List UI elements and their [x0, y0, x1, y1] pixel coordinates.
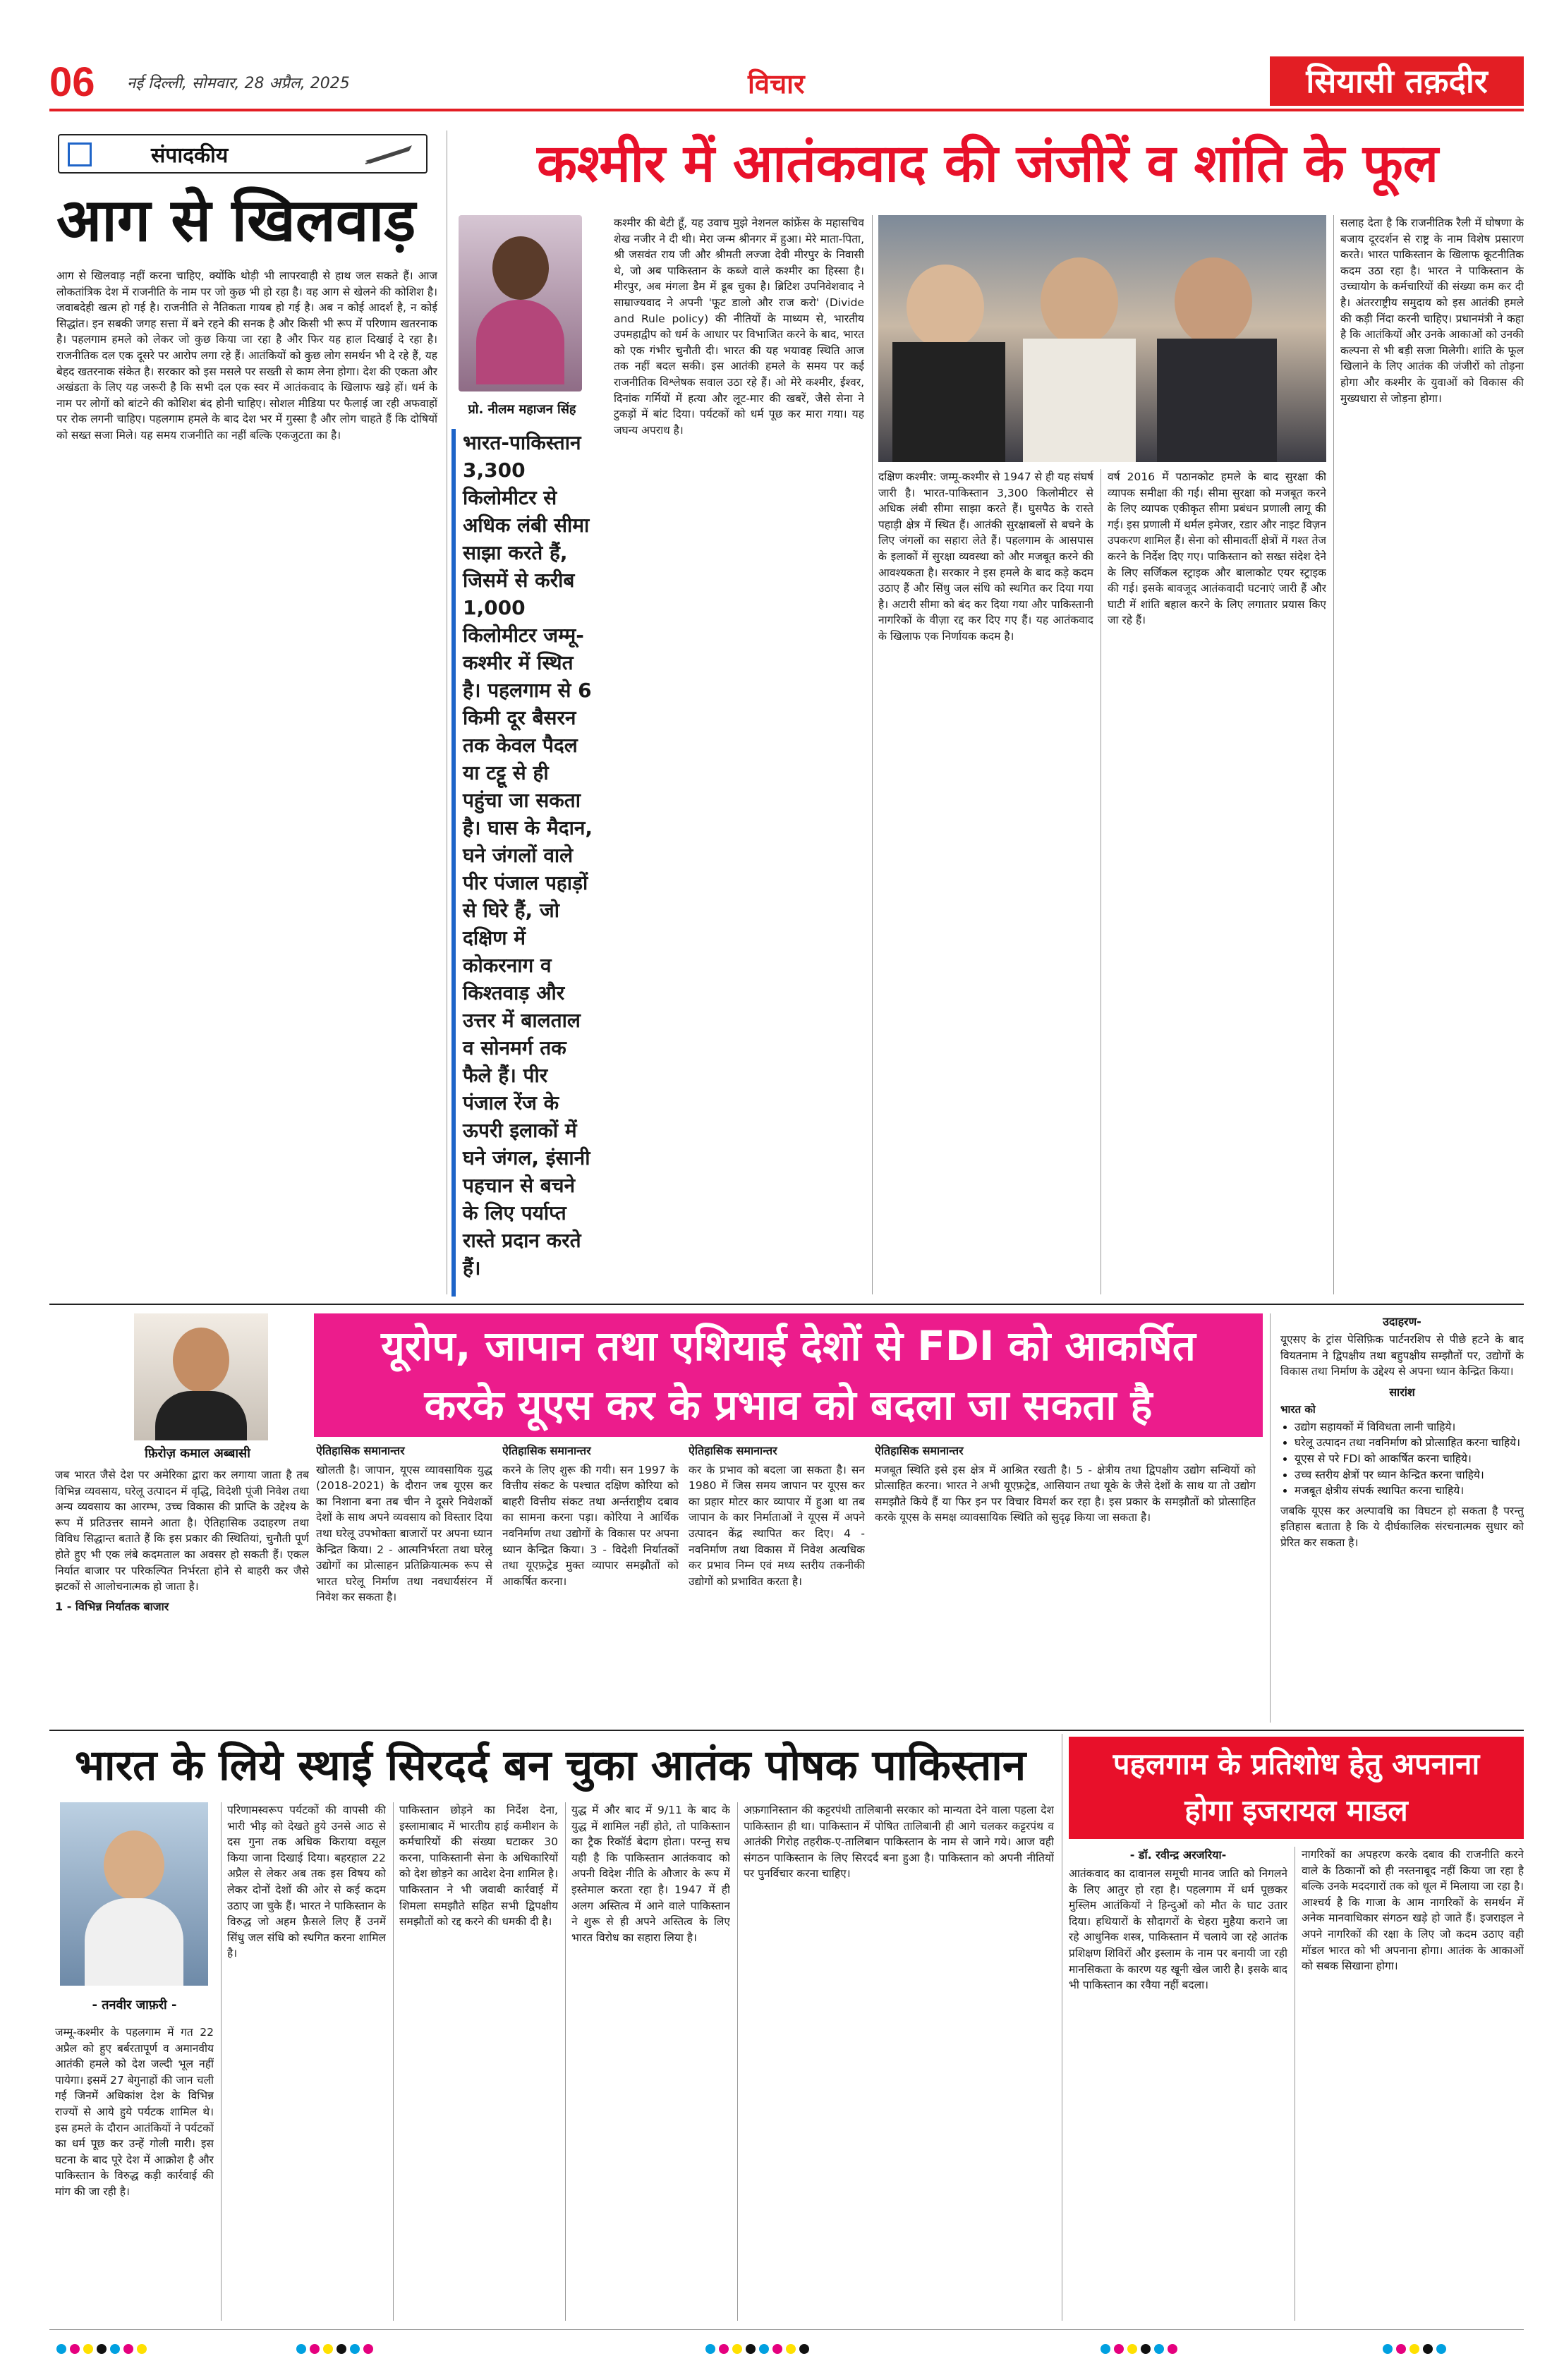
fdi-author-photo: [134, 1313, 268, 1440]
main-article-photo: [878, 215, 1326, 462]
registration-dots-icon: [56, 2343, 150, 2357]
fdi-col2: ऐतिहासिक समानान्तर खोलती है। जापान, यूएस व्यावसायिक युद्ध (2018-2021) के दौरान जब यूएस कर का निशाना बना तब चीन ने दूसरे निवेशकों देशों के साथ अपने व्यवसाय को विस्तार दिया तथा घरेलू उपभोक्ता बाजारों पर अपना ध्यान केन्द्रित किया। 2 - आत्मनिर्भरता तथा घरेलू उद्योगों का प्रोत्साहन प्रतिक्रियात्मक रूप से भारत घरेलू निर्माण तथा नवधार्यसंरन में निवेश कर सकता है।: [316, 1444, 492, 1604]
list-item: • मजबूत क्षेत्रीय संपर्क स्थापित करना चाहिये।: [1295, 1483, 1524, 1499]
registration-dots-icon: [1101, 2343, 1181, 2357]
main-author: प्रो. नीलम महाजन सिंह: [468, 402, 576, 417]
fdi-subhead: 1 - विभिन्न निर्यातक बाजार: [55, 1599, 169, 1613]
israel-col1: आतंकवाद का दावानल समूची मानव जाति को निगलने के लिए आतुर हो रहा है। पहलगाम में धर्म पूछकर मुस्लिम आतंकियों ने हिन्दुओं को मौत के घाट उतार दिया। हथियारों के सौदागरों के चेहरा मुहैया कराने जा रहे आधुनिक शस्त्र, पाकिस्तान में चलाये जा रहे आतंक प्रशिक्षण शिविरों और इस्लाम के नाम पर बनायी जा रही मानसिकता के कारण यह खूनी खेल जारी है। इसके बाद भी पाकिस्तान का रवैया नहीं बदला।: [1069, 1867, 1287, 1992]
editorial-body: आग से खिलवाड़ नहीं करना चाहिए, क्योंकि थोड़ी भी लापरवाही से हाथ जल सकते हैं। आज लोकतांत्रिक देश में राजनीति के नाम पर जो कुछ भी हो रहा है। वह आग से खेलने की कोशिश है। जवाबदेही खत्म हो गई है। राजनीति से नैतिकता गायब हो गई है। अब न कोई आदर्श है, न कोई सिद्धांत। इन सबकी जगह सत्ता में बने रहने की सनक है और किसी भी रूप में परिणाम खतरनाक है। पहलगाम हमले को लेकर जो कुछ किया जा रहा है और फिर यह हाल दिखाई दे रहा है। राजनीतिक दल एक दूसरे पर आरोप लगा रहे हैं। आतंकियों को कुछ लोग समर्थन भी दे रहे हैं, यह बेहद खतरनाक संकेत है। सरकार को इस मसले पर सख्ती से काम लेना होगा। देश की एकता और अखंडता के लिए यह जरूरी है कि सभी दल एक स्वर में आतंकवाद के खिलाफ खड़े हों। धर्म के नाम पर लोगों को बांटने की कोशिश बंद होनी चाहिए। सोशल मीडिया पर फैलाई जा रही अफवाहों पर रोक लगनी चाहिए। पहलगाम हमले के बाद देश भर में गुस्सा है और लोग चाहते हैं कि दोषियों को सख्त सजा मिले। यह समय राजनीति का नहीं बल्कि एकजुटता का है।: [56, 269, 437, 442]
fdi-col1: जब भारत जैसे देश पर अमेरिका द्वारा कर लगाया जाता है तब विभिन्न व्यवसाय, घरेलू उत्पादन में वृद्धि, विदेशी पूंजी निवेश तथा अन्य व्यवसाय का आरम्भ, उच्च विकास की प्राप्ति के उद्देश्य के रूप में प्रतिउत्तर सामने आता है। ऐतिहासिक उदाहरण तथा विविध सिद्धान्त बताते हैं कि इस प्रकार की स्थितियां, चुनौती पूर्ण होते हुए भी एक लंबे कदमताल का अवसर हो सकती हैं। एकल निर्यात बाजार पर परिकल्पित निर्भरता होने से बाहरी कर जैसे झटकों से आलोचनात्मक हो जाता है। 1 - विभिन्न निर्यातक बाजार: [55, 1467, 309, 1721]
page-header: [49, 59, 1524, 111]
header-date: नई दिल्ली, सोमवार, 28 अप्रैल, 2025: [127, 75, 350, 92]
avatar: [173, 1328, 229, 1392]
editorial-title: आग से खिलवाड़: [56, 186, 416, 255]
israel-author: - डॉ. रवीन्द्र अरजरिया-: [1129, 1848, 1227, 1862]
fdi-col3: ऐतिहासिक समानान्तर करने के लिए शुरू की गयी। सन 1997 के वित्तीय संकट के पश्चात दक्षिण कोरिया को बाहरी वित्तीय संकट तथा अर्न्तराष्ट्रीय दबाव का सामना करना पड़ा। कोरिया ने आर्थिक नवनिर्माण तथा उद्योगों के विकास पर अपना ध्यान केन्द्रित किया। 3 - विदेशी निर्यातकों तथा यूएफ़ट्रेड मुक्त व्यापार समझौतों को आकर्षित करना।: [502, 1444, 679, 1588]
pak-headline: भारत के लिये स्थाई सिरदर्द बन चुका आतंक पोषक पाकिस्तान: [74, 1741, 1026, 1790]
israel-headline-line1: पहलगाम के प्रतिशोध हेतु अपनाना: [1113, 1747, 1480, 1781]
brand-block: [1270, 56, 1524, 106]
main-article-col2: दक्षिण कश्मीर: जम्मू-कश्मीर से 1947 से ही यह संघर्ष जारी है। भारत-पाकिस्तान 3,300 किलोमीटर से अधिक लंबी सीमा साझा करते हैं। घुसपैठ के रास्ते पहाड़ी क्षेत्र में स्थित हैं। आतंकी सुरक्षाबलों से बचने के लिए जंगलों का सहारा लेते हैं। पहलगाम के आसपास के इलाकों में सुरक्षा व्यवस्था को और मजबूत करने की आवश्यकता है। सरकार ने इस हमले के बाद कड़े कदम उठाए हैं और सिंधु जल संधि को स्थगित कर दिया गया है। अटारी सीमा को बंद कर दिया गया और पाकिस्तानी नागरिकों के वीज़ा रद्द कर दिए गए हैं। यह आतंकवाद के खिलाफ एक निर्णायक कदम है।: [878, 470, 1093, 643]
summary-title: सारांश: [1389, 1385, 1415, 1399]
main-article-col1: कश्मीर की बेटी हूँ, यह उवाच मुझे नेशनल कांफ्रेंस के महासचिव शेख नजीर ने दी थी। मेरा जन्म श्रीनगर में हुआ। मेरे माता-पिता, श्री जसवंत राय जी और श्रीमती लज्जा देवी मीरपुर के निवासी थे, जो अब पाकिस्तान के कब्जे वाले कश्मीर का हिस्सा है। मीरपुर, अब मंगला डैम में डूब चुका है। ब्रिटिश उपनिवेशवाद ने साम्राज्यवाद ने अपनी 'फूट डालो और राज करो' (Divide and Rule policy) की नीतियों के माध्यम से, भारतीय उपमहाद्वीप को धर्म के आधार पर विभाजित करने के बाद, भारत को एक गंभीर चुनौती दी। भारत की यह भयावह स्थिति आज तक नहीं बदल सकी। इस आतंकी हमले के समय पर कई राजनीतिक विश्लेषक सवाल उठा रहे हैं। ओ मेरे कश्मीर, ईश्वर, दिनांक गर्मियों में हत्या और लूट-मार की खबरें, जैसे सेना ने टुकड़ों में बांट दिया। पर्यटकों को धर्म पूछ कर मारा गया। यह जघन्य अपराध है।: [614, 217, 864, 437]
fdi-author: फ़िरोज़ कमाल अब्बासी: [145, 1446, 250, 1461]
main-article-col4: सलाह देता है कि राजनीतिक रैली में घोषणा के बजाय दूरदर्शन से राष्ट्र के नाम विशेष प्रसारण करते। भारत पाकिस्तान के खिलाफ कूटनीतिक कदम उठा रहा है। भारत ने पाकिस्तान के उच्चायोग के कर्मचारियों की संख्या कम कर दी है। अंतरराष्ट्रीय समुदाय को इस आतंकी हमले की कड़ी निंदा करनी चाहिए। प्रधानमंत्री ने कहा है कि आतंकियों और उनके आकाओं को उनकी कल्पना से भी बड़ी सजा मिलेगी। शांति के फूल खिलाने के लिए आतंक की जंजीरों को तोड़ना होगा और कश्मीर के युवाओं को विकास की मुख्यधारा से जोड़ना होगा।: [1340, 217, 1524, 405]
registration-dots-icon: [1383, 2343, 1450, 2357]
pull-quote: [451, 429, 593, 1297]
pak-author: - तनवीर जाफ़री -: [92, 1998, 177, 2012]
main-headline: कश्मीर में आतंकवाद की जंजीरें व शांति के फूल: [537, 133, 1438, 194]
sidebar-title: उदाहरण-: [1383, 1315, 1421, 1328]
summary-outro: जबकि यूएस कर अल्पावधि का विघटन हो सकता है परन्तु इतिहास बताता है कि ये दीर्घकालिक संरचनात्मक सुधार को प्रेरित कर सकता है।: [1280, 1504, 1524, 1549]
pak-col5: अफ़गानिस्तान की कट्टरपंथी तालिबानी सरकार को मान्यता देने वाला पहला देश पाकिस्तान ही था। पाकिस्तान में पोषित तालिबानी ही आगे चलकर कट्टरपंथ व आतंकी गिरोह तहरीक-ए-तालिबान पाकिस्तान के नाम से जाने गये। आज वही संगठन पाकिस्तान के लिए सिरदर्द बना हुआ है। पाकिस्तान को अपनी नीतियों पर पुनर्विचार करना चाहिए।: [744, 1804, 1054, 1881]
registration-dots-icon: [705, 2343, 813, 2357]
pull-quote-text: भारत-पाकिस्तान 3,300 किलोमीटर से अधिक लंबी सीमा साझा करते हैं, जिसमें से करीब 1,000 किलोमीटर जम्मू-कश्मीर में स्थित है। पहलगाम से 6 किमी दूर बैसरन तक केवल पैदल या टट्टू से ही पहुंचा जा सकता है। घास के मैदान, घने जंगलों वाले पीर पंजाल पहाड़ों से घिरे हैं, जो दक्षिण में कोकरनाग व किश्तवाड़ और उत्तर में बालताल व सोनमर्ग तक फैले हैं। पीर पंजाल रेंज के ऊपरी इलाकों में घने जंगल, इंसानी पहचान से बचने के लिए पर्याप्त रास्ते प्रदान करते हैं।: [463, 431, 593, 1280]
fdi-headline-line2: करके यूएस कर के प्रभाव को बदला जा सकता है: [424, 1381, 1153, 1429]
list-item: • उच्च स्तरीय क्षेत्रों पर ध्यान केन्द्रित करना चाहिये।: [1295, 1467, 1524, 1483]
fdi-headline-banner: [314, 1313, 1263, 1437]
brand-name: सियासी तक़दीर: [1306, 62, 1488, 100]
avatar: [104, 1830, 164, 1900]
pen-icon: [363, 142, 419, 165]
page-number: 06: [49, 59, 95, 105]
summary-subtitle: भारत को: [1280, 1402, 1316, 1416]
avatar: [492, 236, 549, 300]
summary-list: [1280, 1419, 1524, 1499]
editorial-label-box: [58, 134, 428, 174]
author-photo: [459, 215, 582, 391]
fdi-col4: ऐतिहासिक समानान्तर कर के प्रभाव को बदला जा सकता है। सन 1980 में जिस समय जापान पर यूएस कर का प्रहार मोटर कार व्यापार में हुआ था तब जापान के कार निर्माताओं ने यूएस में अपने उत्पादन केंद्र स्थापित कर दिए। 4 - नवनिर्माण तथा विकास में निवेश अत्यधिक कर प्रभाव निम्न एवं मध्य स्तरीय तकनीकी उद्योगों को प्रभावित करता है।: [689, 1444, 865, 1588]
section-label: विचार: [748, 68, 805, 99]
list-item: • यूएस से परे FDI को आकर्षित करना चाहिये।: [1295, 1451, 1524, 1467]
israel-col2: नागरिकों का अपहरण करके दबाव की राजनीति करने वाले के ठिकानों को ही नस्तनाबूद नहीं किया जा रहा है बल्कि उनके मददगारों तक को धूल में मिलाया जा रहा है। आश्चर्य है कि गाजा के आम नागरिकों के समर्थन में अनेक मानवाधिकार संगठन खड़े हो जाते हैं। इजराइल ने अपने नागरिकों की रक्षा के लिए जो कदम उठाए वही मॉडल भारत को भी अपनाना होगा। आतंक के आकाओं को सबक सिखाना होगा।: [1302, 1848, 1524, 1973]
main-article-col3: वर्ष 2016 में पठानकोट हमले के बाद सुरक्षा की व्यापक समीक्षा की गई। सीमा सुरक्षा को मजबूत करने के लिए व्यापक एकीकृत सीमा प्रबंधन प्रणाली लागू की गई। इस प्रणाली में थर्मल इमेजर, रडार और नाइट विज़न उपकरण शामिल हैं। सेना को सीमावर्ती क्षेत्रों में गश्त तेज करने के निर्देश दिए गए। पाकिस्तान को सख्त संदेश देने के लिए सर्जिकल स्ट्राइक और बालाकोट एयर स्ट्राइक की गई। इसके बावजूद आतंकवादी घटनाएं जारी हैं और घाटी में शांति बहाल करने के लिए लगातार प्रयास किए जा रहे हैं।: [1108, 470, 1326, 627]
fdi-sidebar: [1270, 1313, 1524, 1723]
israel-headline-line2: होगा इजरायल माडल: [1184, 1793, 1408, 1828]
list-item: • घरेलू उत्पादन तथा नवनिर्माण को प्रोत्साहित करना चाहिये।: [1295, 1435, 1524, 1451]
pak-col2: परिणामस्वरूप पर्यटकों की वापसी की भारी भीड़ को देखते हुये उनसे आठ से दस गुना तक अधिक किराया वसूल किया जाना दिखाई दिया। बहरहाल 22 अप्रैल से लेकर अब तक इस विषय को लेकर दोनों देशों की ओर से कई कदम उठाए जा चुके हैं। भारत ने पाकिस्तान के विरुद्ध जो अहम फ़ैसले लिए हैं उनमें सिंधु जल संधि को स्थगित करना शामिल है।: [227, 1804, 386, 1960]
registration-dots-icon: [296, 2343, 377, 2357]
editorial-checkbox: [68, 142, 92, 166]
pak-col4: युद्ध में और बाद में 9/11 के बाद के युद्ध में शामिल नहीं होते, तो पाकिस्तान का ट्रैक रिकॉर्ड बेदाग होता। परन्तु सच यही है कि पाकिस्तान आतंकवाद को अपनी विदेश नीति के औजार के रूप में इस्तेमाल करता रहा है। 1947 में ही अलग अस्तित्व में आने वाले पाकिस्तान ने शुरू से ही अपने अस्तित्व के लिए भारत विरोध का सहारा लिया है।: [571, 1804, 730, 1944]
fdi-headline-line1: यूरोप, जापान तथा एशियाई देशों से FDI को आकर्षित: [381, 1322, 1196, 1370]
fdi-col5: ऐतिहासिक समानान्तर मजबूत स्थिति इसे इस क्षेत्र में आश्रित रखती है। 5 - क्षेत्रीय तथा द्विपक्षीय उद्योग सन्धियों को प्रोत्साहित करना। भारत ने अभी यूएफ़ट्रेड, आसियान तथा यूके के जैसे देशों के साथ या तो उद्योग समझौते किये हैं या फिर इन पर विचार विमर्श कर रहा है। इस प्रकार के समझौतों को प्रोत्साहित करके यूएस के समक्ष व्यावसायिक स्थिति को सुदृढ़ किया जा सकता है।: [875, 1444, 1256, 1524]
list-item: • उद्योग सहायकों में विविधता लानी चाहिये।: [1295, 1419, 1524, 1435]
pak-col1: जम्मू-कश्मीर के पहलगाम में गत 22 अप्रैल को हुए बर्बरतापूर्ण व अमानवीय आतंकी हमले को देश जल्दी भूल नहीं पायेगा। इसमें 27 बेगुनाहों की जान चली गई जिनमें अधिकांश देश के विभिन्न राज्यों से आये हुये पर्यटक शामिल थे। इस हमले के दौरान आतंकियों ने पर्यटकों का धर्म पूछ कर उन्हें गोली मारी। इस घटना के बाद पूरे देश में आक्रोश है और पाकिस्तान के विरुद्ध कड़ी कार्रवाई की मांग की जा रही है।: [55, 2026, 214, 2198]
pak-author-photo: [60, 1802, 208, 1986]
israel-headline-box: [1069, 1737, 1524, 1839]
editorial-label: संपादकीय: [151, 143, 229, 168]
pak-col3: पाकिस्तान छोड़ने का निर्देश देना, इस्लामाबाद में भारतीय हाई कमीशन के कर्मचारियों की संख्या घटाकर 30 करना, पाकिस्तानी सेना के अधिकारियों को देश छोड़ने का आदेश देना शामिल है। पाकिस्तान ने भी जवाबी कार्रवाई में शिमला समझौते सहित सभी द्विपक्षीय समझौतों को रद्द करने की धमकी दी है।: [399, 1804, 558, 1929]
sidebar-intro: यूएसए के ट्रांस पेसिफ़िक पार्टनरशिप से पीछे हटने के बाद वियतनाम ने द्विपक्षीय तथा बहुपक्षीय सम्झौतों पर, उद्योगों के विकास तथा निर्माण के उद्देश्य से अपना ध्यान केन्द्रित किया।: [1280, 1333, 1524, 1378]
